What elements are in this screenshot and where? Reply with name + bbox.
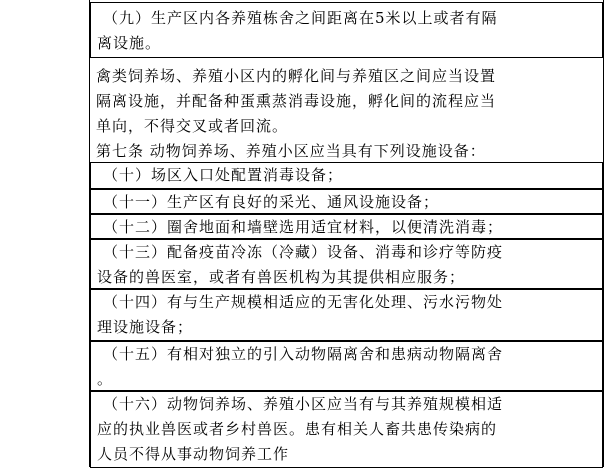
clause-line: 设备的兽医室，或者有兽医机构为其提供相应服务； [97, 268, 466, 286]
clause-line: （十五）有相对独立的引入动物隔离舍和患病动物隔离舍 [103, 345, 504, 363]
clause-line: 单向，不得交叉或者回流。 [96, 117, 289, 135]
clause-line: （十三）配备疫苗冷冻（冷藏）设备、消毒和诊疗等防疫 [103, 243, 504, 261]
article-7-heading [90, 139, 603, 164]
clause-item-14 [90, 289, 603, 341]
clause-line: 人员不得从事动物饲养工作 [97, 445, 290, 463]
clause-line: 应的执业兽医或者乡村兽医。患有相关人畜共患传染病的 [97, 420, 498, 438]
clause-line: （九）生产区内各养殖栋舍之间距离在5米以上或者有隔 [103, 9, 498, 27]
clause-line: （十六）动物饲养场、养殖小区应当有与其养殖规模相适 [103, 395, 504, 413]
clause-item-16 [90, 391, 603, 468]
clause-line: （十二）圈舍地面和墙壁选用适宜材料，以便清洗消毒； [103, 218, 504, 236]
clause-line: 隔离设施，并配备种蛋熏蒸消毒设施，孵化间的流程应当 [96, 92, 497, 110]
clause-line: 。 [97, 370, 114, 388]
clause-line: 理设施设备； [97, 318, 194, 336]
clause-line: （十四）有与生产规模相适应的无害化处理、污水污物处 [103, 293, 504, 311]
clause-line: 离设施。 [97, 34, 162, 52]
clause-item-15 [90, 341, 603, 391]
clause-hatchery [90, 64, 603, 140]
clause-item-10 [90, 162, 603, 189]
clause-item-11 [90, 189, 603, 214]
clause-line: （十）场区入口处配置消毒设备； [103, 166, 344, 184]
clause-line: 第七条 动物饲养场、养殖小区应当具有下列设施设备： [96, 142, 486, 160]
clause-line: （十一）生产区有良好的采光、通风设施设备； [103, 193, 440, 211]
clause-item-12 [90, 214, 603, 239]
clause-line: 禽类饲养场、养殖小区内的孵化间与养殖区之间应当设置 [96, 67, 497, 85]
clause-item-13 [90, 239, 603, 289]
clause-item-9 [90, 2, 603, 58]
